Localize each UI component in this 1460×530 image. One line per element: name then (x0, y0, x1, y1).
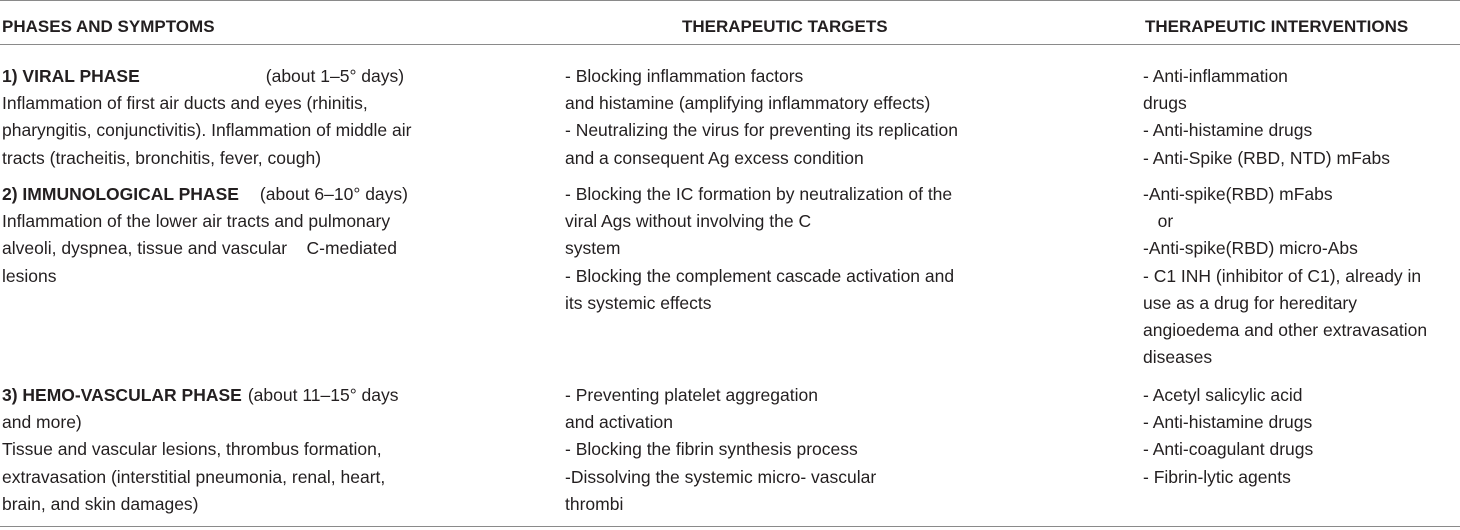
row-1-phases-cell (2, 63, 411, 172)
row-3-interventions-cell (1143, 382, 1313, 491)
row-1-phase-duration: (about 1–5° days) (265, 66, 405, 86)
row-2-intervention-line-3: -Anti-spike(RBD) micro-Abs (1143, 238, 1358, 259)
row-3-targets-cell (565, 382, 876, 518)
row-2-targets-cell (565, 181, 954, 317)
row-2-intervention-line-4: - C1 INH (inhibitor of C1), already in (1143, 265, 1422, 286)
row-3-symptom-line-4: brain, and skin damages) (2, 493, 199, 514)
row-2-intervention-line-2: or (1143, 211, 1174, 232)
row-2-symptom-line-1: Inflammation of the lower air tracts and pulmonary (2, 211, 391, 232)
row-2-symptom-line-2: alveoli, dyspnea, tissue and vascular C-mediated (2, 238, 397, 259)
row-3-intervention-line-3: - Anti-coagulant drugs (1143, 439, 1314, 460)
row-1-target-line-1: - Blocking inflammation factors (565, 66, 804, 86)
row-2-interventions-cell (1143, 181, 1427, 371)
row-2-intervention-line-7: diseases (1143, 347, 1213, 368)
row-2-phase-heading (2, 181, 408, 208)
row-3-symptom-line-2: Tissue and vascular lesions, thrombus formation, (2, 439, 382, 460)
row-1-target-line-2: and histamine (amplifying inflammatory effects) (565, 93, 931, 114)
row-2-symptom-line-3: lesions (2, 265, 57, 286)
row-1-interventions-cell (1143, 63, 1390, 172)
row-3-target-line-2: and activation (565, 412, 673, 433)
row-1-target-line-4: and a consequent Ag excess condition (565, 147, 864, 168)
row-1-intervention-line-2: drugs (1143, 93, 1187, 114)
row-1-symptom-line-3: tracts (tracheitis, bronchitis, fever, cough) (2, 147, 322, 168)
row-1-intervention-line-3: - Anti-histamine drugs (1143, 120, 1313, 141)
row-2-phase-title: 2) IMMUNOLOGICAL PHASE (2, 184, 239, 204)
row-1-intervention-line-4: - Anti-Spike (RBD, NTD) mFabs (1143, 147, 1390, 168)
row-1-phase-heading (2, 63, 411, 90)
row-3-intervention-line-2: - Anti-histamine drugs (1143, 412, 1313, 433)
row-2-phases-cell (2, 181, 408, 290)
row-3-intervention-line-4: - Fibrin-lytic agents (1143, 466, 1291, 487)
row-1-targets-cell (565, 63, 958, 172)
row-2-target-line-1: - Blocking the IC formation by neutralization of the (565, 184, 953, 204)
row-2-target-line-3: system (565, 238, 621, 259)
row-2-target-line-5: its systemic effects (565, 292, 712, 313)
row-3-target-line-1: - Preventing platelet aggregation (565, 385, 818, 405)
row-3-target-line-4: -Dissolving the systemic micro- vascular (565, 466, 877, 487)
row-3-symptom-line-3: extravasation (interstitial pneumonia, renal, heart, (2, 466, 386, 487)
table-bottom-rule (0, 526, 1460, 527)
header-therapeutic-targets: THERAPEUTIC TARGETS (682, 17, 888, 36)
header-therapeutic-interventions: THERAPEUTIC INTERVENTIONS (1145, 17, 1409, 36)
row-3-phase-title: 3) HEMO-VASCULAR PHASE (2, 385, 242, 405)
row-1-phase-title: 1) VIRAL PHASE (2, 66, 140, 86)
table-top-rule (0, 0, 1460, 1)
row-1-intervention-line-1: - Anti-inflammation (1143, 66, 1288, 86)
row-3-target-line-3: - Blocking the fibrin synthesis process (565, 439, 858, 460)
row-3-phases-cell (2, 382, 399, 518)
row-3-intervention-line-1: - Acetyl salicylic acid (1143, 385, 1303, 405)
row-2-target-line-2: viral Ags without involving the C (565, 211, 812, 232)
row-2-phase-duration: (about 6–10° days) (259, 184, 408, 204)
header-phases-and-symptoms: PHASES AND SYMPTOMS (2, 17, 215, 36)
row-3-symptom-line-1: and more) (2, 412, 82, 433)
row-3-target-line-5: thrombi (565, 493, 624, 514)
row-2-intervention-line-5: use as a drug for hereditary (1143, 292, 1358, 313)
row-1-symptom-line-2: pharyngitis, conjunctivitis). Inflammation of middle air (2, 120, 412, 141)
row-2-intervention-line-1: -Anti-spike(RBD) mFabs (1143, 184, 1333, 204)
table-header-rule (0, 44, 1460, 45)
row-2-target-line-4: - Blocking the complement cascade activation and (565, 265, 955, 286)
row-2-intervention-line-6: angioedema and other extravasation (1143, 319, 1428, 340)
row-1-symptom-line-1: Inflammation of first air ducts and eyes (rhinitis, (2, 93, 368, 114)
row-1-target-line-3: - Neutralizing the virus for preventing its replication (565, 120, 958, 141)
row-3-phase-heading (2, 382, 399, 409)
row-3-phase-duration: (about 11–15° days (247, 385, 399, 405)
